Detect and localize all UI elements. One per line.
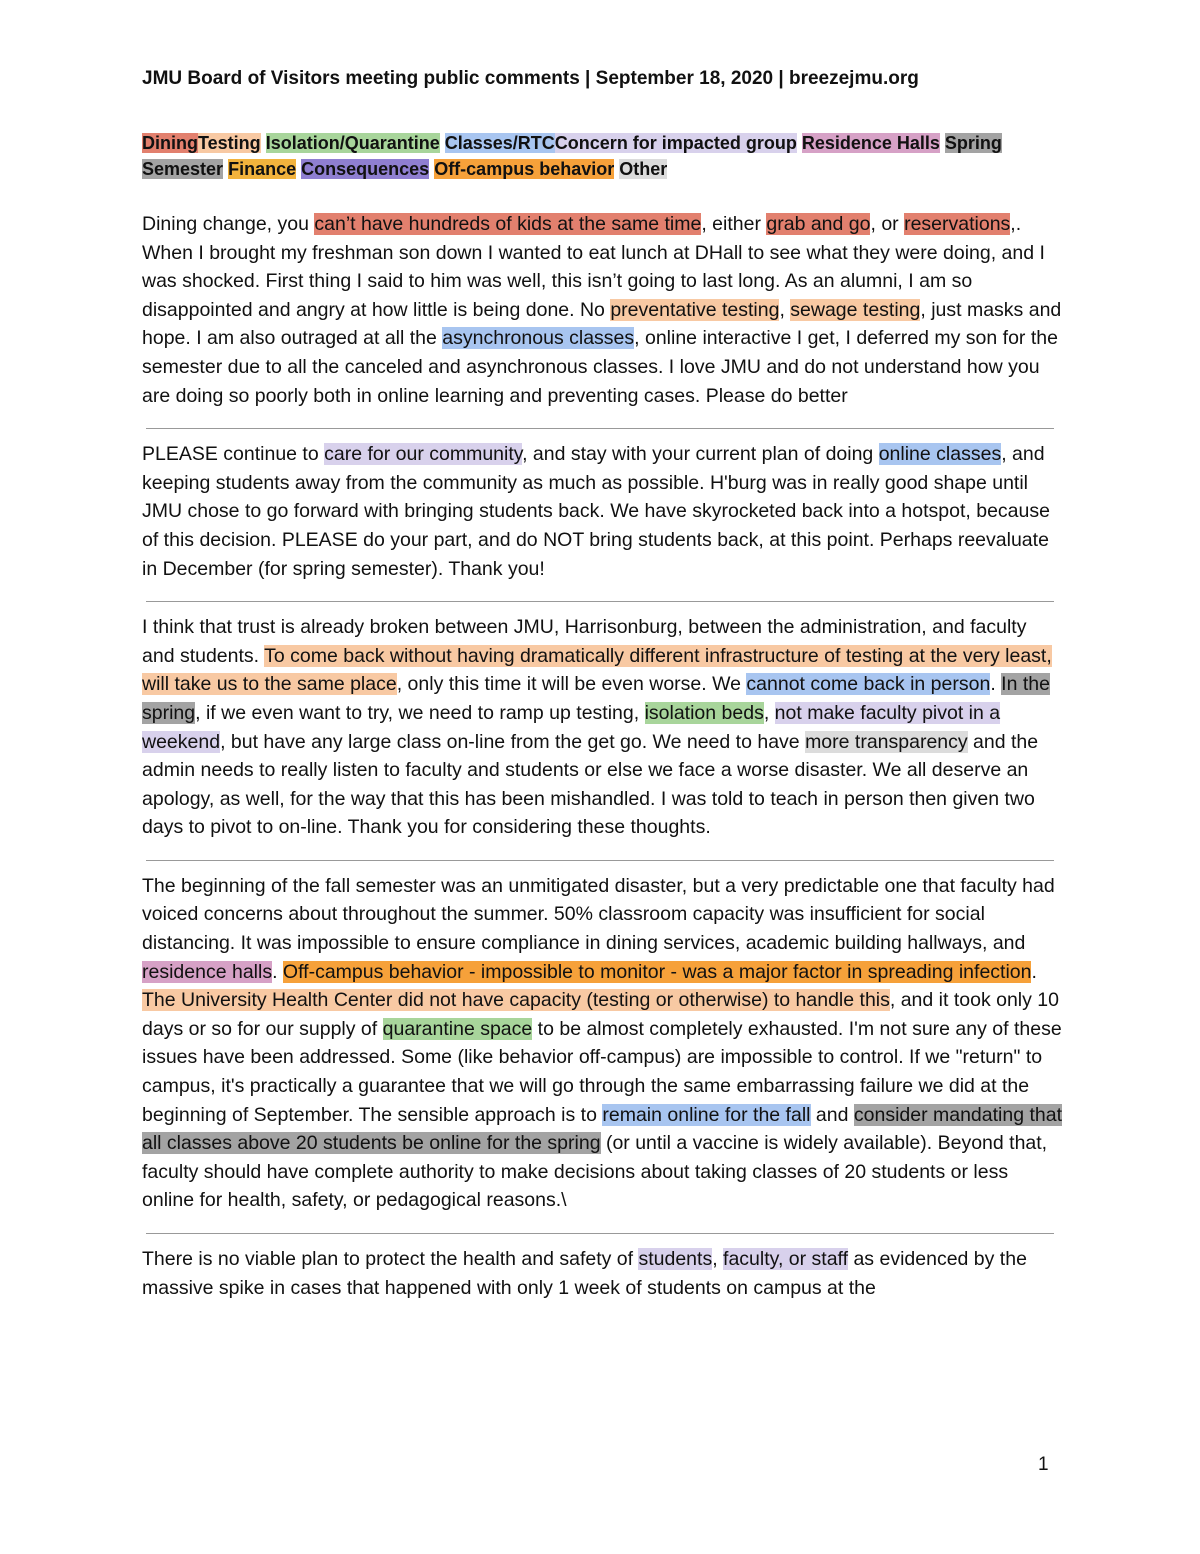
legend-other: Other — [619, 159, 668, 179]
comment-text: , but have any large class on-line from the get go. We need to have — [220, 730, 806, 753]
comment-divider — [146, 1233, 1054, 1234]
comment-text: , or — [870, 213, 905, 235]
comment-text: , — [763, 701, 775, 724]
page-number: 1 — [1038, 1454, 1049, 1475]
highlight-isolation: isolation beds — [644, 701, 764, 724]
comment-text: and the admin needs to really listen to faculty and students or else we face a worse disaster. We all deserve an apology, as well, for the way that this has been mishandled. I was told to teach in person then given two days to pivot to on-line. Thank you for considering these thoughts. — [142, 730, 1039, 839]
legend-consequences: Consequences — [301, 159, 430, 179]
legend-spacer — [440, 133, 445, 153]
highlight-testing: To come back without having dramatically different infrastructure of testing at the very least, will take us to the same place — [142, 644, 1052, 696]
highlight-concern: students — [638, 1248, 713, 1270]
comment-text: . — [272, 960, 283, 983]
comment-divider — [146, 601, 1054, 602]
highlight-testing: preventative testing — [610, 298, 780, 321]
document-page — [142, 68, 1062, 1302]
legend-finance: Finance — [228, 159, 297, 179]
comment-text: , just masks and hope. I am also outraged at all the — [142, 298, 1062, 350]
highlight-concern: not make faculty pivot in a weekend — [142, 701, 1001, 753]
legend-concern: Concern for impacted group — [554, 133, 797, 153]
public-comment — [142, 210, 1062, 410]
comment-text: , online interactive I get, I deferred my son for the semester due to all the canceled and asynchronous classes. I love JMU and do not understand how you are doing so poorly both in online learning and preventing cases. Please do better — [142, 327, 1058, 407]
public-comment — [142, 1245, 1062, 1302]
highlight-testing: sewage testing — [790, 298, 921, 321]
comment-text: The beginning of the fall semester was an unmitigated disaster, but a very predictable one that faculty had voiced concerns about throughout the summer. 50% classroom capacity was insufficient for social distancing. It was impossible to ensure compliance in dining services, academic building hallways, and — [142, 874, 1055, 955]
highlight-classes: online classes — [878, 443, 1002, 466]
highlight-concern: care for our community — [324, 443, 523, 466]
highlight-classes: asynchronous classes — [442, 327, 635, 350]
comment-text: , only this time it will be even worse. We — [396, 673, 747, 696]
highlight-dining: grab and go — [766, 213, 871, 235]
comment-text: There is no viable plan to protect the health and safety of — [142, 1248, 639, 1270]
highlight-concern: faculty, or staff — [723, 1248, 849, 1270]
legend-spacer — [261, 133, 266, 153]
highlight-classes: cannot come back in person — [746, 673, 991, 696]
comment-text: , and stay with your current plan of doing — [522, 443, 879, 466]
comment-text: I think that trust is already broken between JMU, Harrisonburg, between the administration, and faculty and students. — [142, 616, 1027, 667]
legend-isolation: Isolation/Quarantine — [265, 133, 440, 153]
comment-text: as evidenced by the massive spike in cases that happened with only 1 week of students on campus at the — [142, 1248, 1027, 1299]
highlight-offcampus: Off-campus behavior - impossible to monitor - was a major factor in spreading infection — [282, 960, 1032, 983]
comment-text: (or until a vaccine is widely available). Beyond that, faculty should have complete authority to make decisions about taking classes of 20 students or less online for health, safety, or pedagogical reasons.\ — [142, 1132, 1048, 1212]
comment-text: . — [1031, 960, 1037, 983]
highlight-testing: The University Health Center did not have capacity (testing or otherwise) to handle this — [142, 989, 890, 1012]
legend-dining: Dining — [142, 133, 198, 153]
comment-divider — [146, 860, 1054, 861]
comment-text: PLEASE continue to — [142, 443, 325, 466]
legend-residence: Residence Halls — [801, 133, 940, 153]
highlight-isolation: quarantine space — [382, 1017, 533, 1040]
comment-text: ,. When I brought my freshman son down I wanted to eat lunch at DHall to see what they were doing, and I was shocked. First thing I said to him was well, this isn’t going to last long. As an alumni, I am so disappointed and angry at how little is being done. No — [142, 213, 1045, 321]
highlight-residence: residence halls — [142, 960, 273, 983]
highlight-spring: consider mandating that all classes above 20 students be online for the spring — [142, 1103, 1063, 1155]
comment-text: , — [712, 1248, 724, 1270]
legend-spring: Spring Semester — [142, 133, 1002, 179]
public-comment — [142, 613, 1062, 842]
legend-testing: Testing — [198, 133, 261, 153]
category-legend — [142, 130, 1062, 182]
comment-text: , — [779, 298, 791, 321]
highlight-dining: can’t have hundreds of kids at the same time — [314, 213, 702, 235]
comment-text: , and keeping students away from the community as much as possible. H'burg was in really good shape until JMU chose to go forward with bringing students back. We have skyrocketed back into a hotspot, because of this decision. PLEASE do your part, and do NOT bring students back, at this point. Perhaps reevaluate in December (for spring semester). Thank you! — [142, 443, 1050, 580]
highlight-spring: In the spring — [142, 673, 1050, 724]
comment-text: , if we even want to try, we need to ramp up testing, — [195, 701, 645, 724]
comment-text: . — [990, 673, 1002, 696]
highlight-dining: reservations — [904, 213, 1011, 235]
comment-text: , either — [701, 213, 767, 235]
public-comment — [142, 440, 1062, 583]
legend-classes: Classes/RTC — [444, 133, 555, 153]
comment-divider — [146, 428, 1054, 429]
highlight-other: more transparency — [805, 730, 968, 753]
highlight-classes: remain online for the fall — [602, 1103, 811, 1126]
comment-text: Dining change, you — [142, 213, 315, 235]
comment-text: and — [810, 1103, 854, 1126]
document-title: JMU Board of Visitors meeting public comments | September 18, 2020 | breezejmu.org — [142, 68, 919, 89]
comment-text: , and it took only 10 days or so for our supply of — [142, 989, 1059, 1040]
comments-list — [142, 210, 1062, 1302]
legend-offcampus: Off-campus behavior — [434, 159, 615, 179]
public-comment — [142, 872, 1062, 1215]
comment-text: to be almost completely exhausted. I'm not sure any of these issues have been addressed. Some (like behavior off-campus) are impossible to control. If we "return" to campus, it's practically a guarantee that we will go through the same embarrassing failure we did at the beginning of September. The sensible approach is to — [142, 1017, 1062, 1126]
